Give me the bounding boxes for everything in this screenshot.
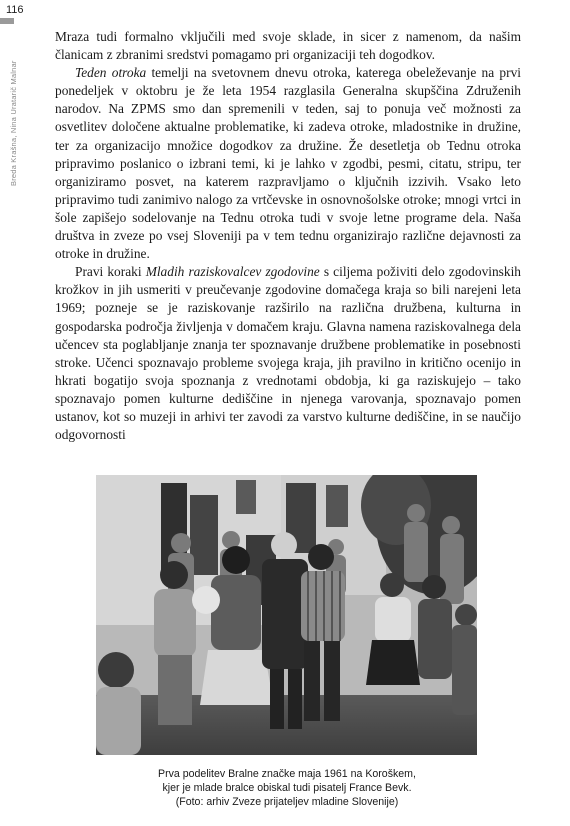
photo-caption: [120, 767, 454, 809]
paragraph-2-text: temelji na svetovnem dnevu otroka, katerega obeleževanje na prvi ponedeljek v oktobru je že leta 1954 razglasila Generalna skupščina Združenih narodov. Na ZPMS smo dan spremenili v teden, saj to ponuja več možnosti za osvetlitev določene aktualne problematike, ki zadeva otroke, mladostnike in družine, ter za organizacijo množice dogodkov za družine. Že desetletja ob Tednu otroka pripravimo poslanico o izbrani temi, ki je lahko v zgodbi, pesmi, citatu, stripu, ter organiziramo posvet, na katerem razpravljamo o ključnih izzivih. Vsako leto pripravimo tudi zanimivo nalogo za vrtčevske in osnovnošolske otroke; mnogi vrtci in šole zapišejo sodelovanje na Tednu otroka tudi v svoje letne programe dela. Naša društva in zveze po vsej Sloveniji pa v tem tednu organizirajo različne dejavnosti za otroke in družine.: [55, 65, 522, 262]
running-head: Breda Krašna, Nina Uratarič Malnar: [9, 60, 18, 186]
paragraph-3-text: s ciljema poživiti delo zgodovinskih krožkov in jih usmeriti v preučevanje zgodovine domačega kraja so bili narejeni leta 1969; pozneje se je raziskovanje razširilo na različna družbena, kulturna in gospodarska področja življenja v domačem kraju. Glavna namena raziskovalnega dela učencev sta poglabljanje znanja ter spoznavanje družbene problematike in posebnosti stroke. Učenci spoznavajo probleme svojega kraja, jih pravilno in kritično ocenijo in hkrati bogatijo svoja spoznanja z vrednotami obdobja, ki ga raziskujejo – tako spoznavajo pomen kulturne dediščine in njenega varovanja, spoznavajo pomen ustanov, kot so muzeji in arhivi ter zavodi za varstvo kulturne dediščine, in se naučijo odgovornosti: [55, 264, 521, 443]
page-corner-rule: [0, 18, 14, 24]
historical-photo: [96, 475, 477, 755]
photo-illustration: [96, 475, 477, 755]
caption-line-3: (Foto: arhiv Zveze prijateljev mladine Slovenije): [175, 796, 399, 808]
paragraph-3: [55, 263, 521, 444]
paragraph-2: [55, 64, 521, 263]
caption-line-1: Prva podelitev Bralne značke maja 1961 na Koroškem,: [158, 768, 416, 780]
page-number: 116: [6, 4, 24, 16]
paragraph-1: Mraza tudi formalno vključili med svoje sklade, in sicer z namenom, da našim članicam z zbranimi sredstvi pomagamo pri organizaciji teh dogodkov.: [55, 29, 521, 63]
paragraph-3-start: Pravi koraki: [75, 264, 146, 280]
paragraph-2-italic: Teden otroka: [75, 65, 147, 81]
caption-line-2: kjer je mlade bralce obiskal tudi pisatelj France Bevk.: [162, 782, 412, 794]
paragraph-3-italic: Mladih raziskovalcev zgodovine: [145, 264, 320, 280]
body-text: [55, 28, 521, 444]
